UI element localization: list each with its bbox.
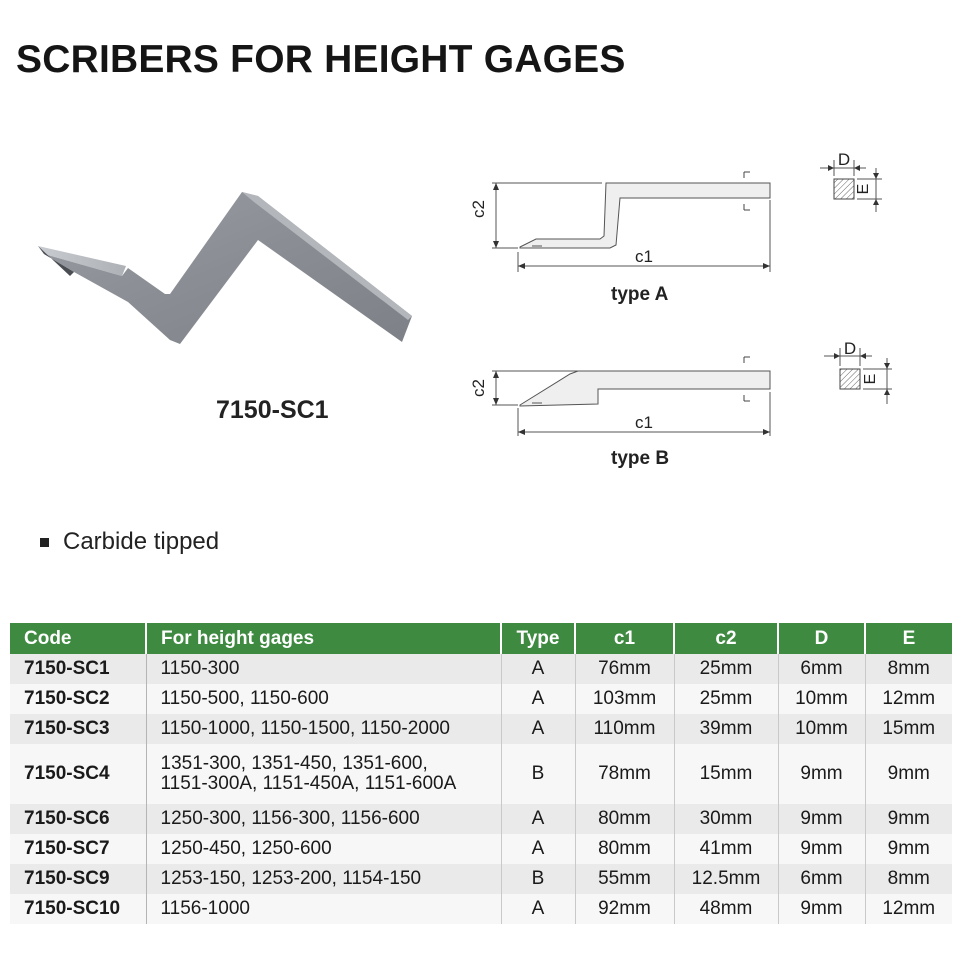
header-type: Type <box>501 623 575 654</box>
table-row <box>10 864 952 894</box>
header-d: D <box>778 623 865 654</box>
cell-c1: 92mm <box>575 894 674 924</box>
c2-dimension-label: c2 <box>470 200 488 218</box>
cell-e: 9mm <box>865 744 952 804</box>
cell-type: B <box>501 864 575 894</box>
cell-gages: 1250-300, 1156-300, 1156-600 <box>146 804 501 834</box>
cell-c2: 15mm <box>674 744 778 804</box>
cell-c1: 80mm <box>575 804 674 834</box>
table-row <box>10 894 952 924</box>
header-e: E <box>865 623 952 654</box>
d-dimension-label: D <box>843 339 857 358</box>
cell-c2: 25mm <box>674 654 778 684</box>
cell-d: 10mm <box>778 714 865 744</box>
cell-gages: 1253-150, 1253-200, 1154-150 <box>146 864 501 894</box>
table-row <box>10 714 952 744</box>
cell-d: 9mm <box>778 894 865 924</box>
e-dimension-label: E <box>862 373 879 385</box>
cell-gages: 1150-1000, 1150-1500, 1150-2000 <box>146 714 501 744</box>
cell-gages: 1156-1000 <box>146 894 501 924</box>
cell-code: 7150-SC1 <box>10 654 146 684</box>
cell-code: 7150-SC4 <box>10 744 146 804</box>
type-b-section <box>812 336 902 412</box>
cell-e: 15mm <box>865 714 952 744</box>
cell-c1: 78mm <box>575 744 674 804</box>
cell-e: 9mm <box>865 834 952 864</box>
cell-gages-line-1: 1351-300, 1351-450, 1351-600, <box>160 753 428 774</box>
table-row <box>10 684 952 714</box>
cell-gages: 1150-300 <box>146 654 501 684</box>
table-header-row <box>10 623 952 654</box>
bullet-icon <box>40 538 49 547</box>
cell-e: 9mm <box>865 804 952 834</box>
cell-c1: 76mm <box>575 654 674 684</box>
cell-type: B <box>501 744 575 804</box>
cell-d: 9mm <box>778 834 865 864</box>
cell-d: 6mm <box>778 654 865 684</box>
cell-d: 9mm <box>778 804 865 834</box>
header-c1: c1 <box>575 623 674 654</box>
cell-code: 7150-SC6 <box>10 804 146 834</box>
cell-c2: 12.5mm <box>674 864 778 894</box>
cell-e: 12mm <box>865 684 952 714</box>
cell-type: A <box>501 834 575 864</box>
type-a-label: type A <box>611 284 669 305</box>
c1-dimension-label: c1 <box>635 247 653 266</box>
cell-type: A <box>501 894 575 924</box>
cell-c1: 80mm <box>575 834 674 864</box>
c1-dimension-label: c1 <box>635 413 653 432</box>
cell-e: 12mm <box>865 894 952 924</box>
cell-code: 7150-SC2 <box>10 684 146 714</box>
table-row <box>10 834 952 864</box>
e-dimension-label: E <box>855 183 872 195</box>
c2-dimension-label: c2 <box>470 379 488 397</box>
cell-d: 10mm <box>778 684 865 714</box>
cell-d: 9mm <box>778 744 865 804</box>
cell-c2: 30mm <box>674 804 778 834</box>
type-b-label: type B <box>611 448 670 469</box>
cell-code: 7150-SC9 <box>10 864 146 894</box>
product-caption: 7150-SC1 <box>216 396 329 424</box>
cell-e: 8mm <box>865 864 952 894</box>
cell-c2: 25mm <box>674 684 778 714</box>
page-title: SCRIBERS FOR HEIGHT GAGES <box>16 38 626 81</box>
cell-code: 7150-SC10 <box>10 894 146 924</box>
cell-type: A <box>501 684 575 714</box>
header-gages: For height gages <box>146 623 501 654</box>
cell-type: A <box>501 654 575 684</box>
feature-text: Carbide tipped <box>63 528 220 555</box>
cell-gages: 1150-500, 1150-600 <box>146 684 501 714</box>
scriber-product-image <box>30 180 420 360</box>
cell-code: 7150-SC7 <box>10 834 146 864</box>
table-row <box>10 804 952 834</box>
cell-e: 8mm <box>865 654 952 684</box>
table-row <box>10 744 952 804</box>
cell-c1: 103mm <box>575 684 674 714</box>
cell-c1: 55mm <box>575 864 674 894</box>
header-code: Code <box>10 623 146 654</box>
spec-table <box>10 623 952 924</box>
cell-gages-line-2: 1151-300A, 1151-450A, 1151-600A <box>160 773 457 794</box>
cell-type: A <box>501 714 575 744</box>
cell-gages: 1250-450, 1250-600 <box>146 834 501 864</box>
cell-type: A <box>501 804 575 834</box>
cell-gages <box>146 744 501 804</box>
cell-c2: 48mm <box>674 894 778 924</box>
cell-c2: 41mm <box>674 834 778 864</box>
cell-c2: 39mm <box>674 714 778 744</box>
type-a-section <box>812 148 892 220</box>
d-dimension-label: D <box>837 150 851 169</box>
header-c2: c2 <box>674 623 778 654</box>
feature-carbide-tipped <box>40 528 219 556</box>
table-row <box>10 654 952 684</box>
cell-d: 6mm <box>778 864 865 894</box>
cell-c1: 110mm <box>575 714 674 744</box>
cell-code: 7150-SC3 <box>10 714 146 744</box>
